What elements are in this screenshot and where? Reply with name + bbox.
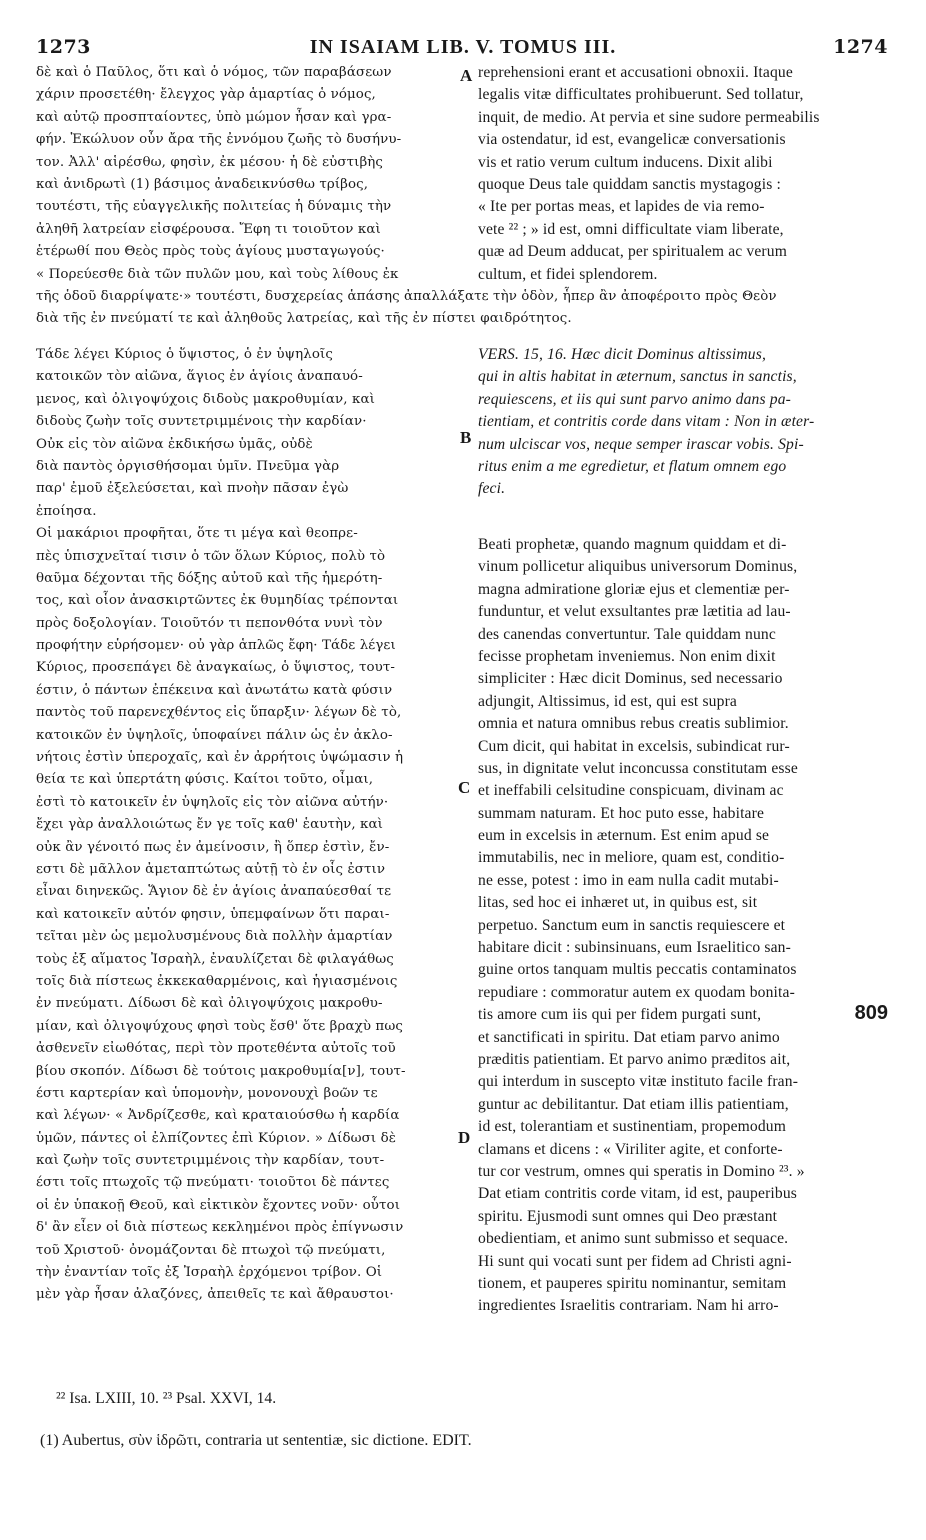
text-line: id est, tolerantiam et sustinentiam, propemodum [478, 1118, 787, 1136]
text-line: διὰ τῆς ἐν πνεύματί τε καὶ ἀληθοῦς λατρείας, καὶ τῆς ἐν πίστει φαιδρότητος. [36, 311, 572, 327]
text-line: ἀσθενεῖν εἰωθότας, περὶ τὸν προτεθέντα αὐτοῖς τοῦ [36, 1041, 396, 1057]
text-line: νήτοις ἐστὶν ὑπεροχαῖς, καὶ ἐν ἀρρήτοις ὑψώμασιν ἡ [36, 750, 404, 766]
text-line: vete ²² ; » id est, omni difficultate viam liberate, [478, 220, 784, 238]
text-line: τοὺς ἐξ αἵματος Ἰσραὴλ, ἐναυλίζεται δὲ φιλαγάθως [36, 951, 394, 967]
text-line: vinum pollicetur aliquibus universorum Dominus, [478, 558, 798, 576]
text-line: καὶ αὐτῷ προσπταίοντες, ὑπὸ μώμον ἦσαν καὶ γρα- [36, 109, 392, 125]
full-width-greek [36, 286, 892, 331]
text-line: summam naturam. Et hoc puto esse, habitare [478, 804, 765, 822]
text-line: reprehensioni erant et accusationi obnoxii. Itaque [478, 64, 793, 81]
text-line: cultum, et fidei splendorem. [478, 265, 658, 283]
text-line: et ineffabili celsitudine conspicuam, divinam ac [478, 782, 784, 800]
text-line: requiescens, et iis qui sunt parvo animo dans pa- [478, 390, 791, 408]
page-number-left: 1273 [36, 36, 91, 58]
text-line: Κύριος, προσεπάγει δὲ ἀναγκαίως, ὁ ὕψιστος, τουτ- [36, 660, 396, 676]
text-line: ἐν πνεύματι. Δίδωσι δὲ καὶ ὀλιγοψύχοις μακροθυ- [36, 996, 383, 1012]
text-line: τοῦ Χριστοῦ· ὀνομάζονται δὲ πτωχοὶ τῷ πνεύματι, [36, 1242, 386, 1258]
text-line: πρὸς δοξολογίαν. Τοιοῦτόν τι πεπονθότα νυνὶ τὸν [36, 615, 383, 631]
text-line: ἐστὶ τὸ κατοικεῖν ἐν ὑψηλοῖς εἰς τὸν αἰῶνα αὐτήν· [36, 794, 389, 810]
side-column-number: 809 [854, 1002, 888, 1024]
text-line: spiritu. Ejusmodi sunt omnes qui Deo præstant [478, 1207, 778, 1225]
text-line: πὲς ὑπισχνεῖταί τισιν ὁ τῶν ὅλων Κύριος, πολὺ τὸ [36, 548, 386, 564]
text-line: quoque Deus tale quiddam sanctis mystagogis : [478, 175, 781, 193]
text-line: ἐποίησα. [36, 503, 97, 519]
text-line: guine ortos tanquam multis peccatis contaminatos [478, 961, 797, 979]
text-line: φήν. Ἐκώλυον οὖν ἄρα τῆς ἐννόμου ζωῆς τὸ δυσήνυ- [36, 132, 402, 148]
margin-marker-a: A [460, 66, 473, 85]
margin-marker-d: D [458, 1128, 471, 1147]
text-line: Beati prophetæ, quando magnum quiddam et di- [478, 536, 787, 553]
text-line: τὴν ἐναντίαν τοῖς ἐξ Ἰσραὴλ ἐρχόμενοι τρίβον. Οἱ [36, 1265, 383, 1281]
text-line: tionem, et pauperes spiritu nominantur, semitam [478, 1274, 787, 1292]
left-column-main [36, 344, 456, 1307]
text-line: καὶ ζωὴν τοῖς συντετριμμένοις τὴν καρδίαν, τουτ- [36, 1153, 385, 1169]
text-line: ne esse, potest : imo in eam nulla cadit mutabi- [478, 871, 779, 889]
text-line: repudiare : commoratur autem ex quodam bonita- [478, 983, 795, 1001]
running-title: IN ISAIAM LIB. V. TOMUS III. [309, 36, 617, 58]
text-line: τεῖται μὲν ὡς μεμολυσμένους διὰ πολλὴν ἁμαρτίαν [36, 929, 393, 945]
text-line: obedientiam, et animo sunt submisso et sequace. [478, 1230, 789, 1248]
text-line: tientiam, et contritis corde dans vitam : Non in æter- [478, 413, 815, 431]
text-line: litas, sed hoc ei inhæret ut, in quibus est, sit [478, 894, 758, 912]
margin-marker-b: B [460, 428, 472, 447]
right-column-main [478, 534, 890, 1318]
text-line: τουτέστι, τῆς εὐαγγελικῆς πολιτείας ἡ δύναμις τὴν [36, 199, 392, 215]
text-line: ὑμῶν, πάντες οἱ ἐλπίζοντες ἐπὶ Κύριον. » Δίδωσι δὲ [36, 1130, 397, 1146]
page-number-right: 1274 [833, 36, 888, 58]
right-column-top [478, 62, 890, 286]
text-line: immutabilis, nec in meliore, quam est, conditio- [478, 849, 785, 867]
text-line: Cum dicit, qui habitat in excelsis, subindicat rur- [478, 737, 790, 755]
text-line: έστι καρτερίαν καὶ ὑπομονὴν, μονονουχὶ βοῶν τε [36, 1085, 378, 1101]
text-line: tis amore cum iis qui per fidem purgati sunt, [478, 1006, 762, 1024]
text-line: via ostendatur, id est, evangelicæ conversationis [478, 131, 786, 149]
text-line: έστιν, ὁ πάντων ἐπέκεινα καὶ ἀνωτάτω κατὰ φύσιν [36, 682, 393, 698]
text-line: Hi sunt qui vocati sunt per fidem ad Christi agni- [478, 1252, 792, 1270]
text-line: εστι δὲ μᾶλλον ἀμεταπτώτως αὐτῇ τὸ ἐν οἷς ἐστιν [36, 861, 386, 877]
text-line: προφήτην εὑρήσομεν· οὐ γὰρ ἁπλῶς ἔφη· Τάδε λέγει [36, 638, 396, 654]
text-line: βίου σκοπόν. Δίδωσι δὲ τούτοις μακροθυμία[ν], τουτ- [36, 1063, 406, 1079]
text-line: vis et ratio verum cultum inducens. Dixit alibi [478, 153, 773, 171]
margin-marker-c: C [458, 778, 471, 797]
text-line: καὶ ἀνιδρωτὶ (1) βάσιμος ἀναδεικνύσθω τρίβος, [36, 176, 369, 192]
text-line: τος, καὶ οἷον ἀνασκιρτῶντες ἐκ θυμηδίας τρέπονται [36, 593, 399, 609]
text-line: μὲν γὰρ ἦσαν ἀλαζόνες, ἀπειθεῖς τε καὶ ἄθραυστοι· [36, 1287, 394, 1303]
text-line: habitare dicit : subinsinuans, eum Israelitico san- [478, 939, 791, 957]
text-line: legalis vitæ difficultates prohibuerunt. Sed tollatur, [478, 86, 804, 104]
text-line: clamans et dicens : « Viriliter agite, et confortе- [478, 1140, 783, 1158]
text-line: « Πορεύεσθε διὰ τῶν πυλῶν μου, καὶ τοὺς λίθους ἐκ [36, 266, 399, 282]
text-line: num ulciscar vos, neque semper irascar vobis. Spi- [478, 435, 804, 453]
text-line: et sanctificati in spiritu. Dat etiam parvo animo [478, 1028, 780, 1046]
text-line: Dat etiam contritis corde vitam, id est, pauperibus [478, 1185, 798, 1203]
text-line: καὶ λέγων· « Ἀνδρίζεσθε, καὶ κραταιούσθω ἡ καρδία [36, 1108, 400, 1124]
text-line: perpetuo. Sanctum eum in sanctis requiescere et [478, 916, 786, 934]
text-line: tur cor vestrum, omnes qui speratis in Domino ²³. » [478, 1162, 805, 1180]
text-line: simpliciter : Hæc dicit Dominus, sed necessario [478, 670, 783, 688]
text-line: ἀληθῆ λατρείαν εἰσφέρουσα. Ἔφη τι τοιοῦτον καὶ [36, 221, 381, 237]
text-line: inquit, de medio. At pervia et sine sudore permeabilis [478, 108, 820, 126]
text-line: οὐκ ἂν γένοιτό πως ἐν ἀμείνοσιν, ἢ ὅπερ ἐστὶν, ἔν- [36, 839, 390, 855]
text-line: θαῦμα δέχονται τῆς δόξης αὐτοῦ καὶ τῆς ἡμερότη- [36, 570, 383, 586]
text-line: οἱ ἐν ὑπακοῇ Θεοῦ, καὶ εἰκτικὸν ἔχοντες νοῦν· οὗτοι [36, 1197, 401, 1213]
text-line: VERS. 15, 16. Hæc dicit Dominus altissimus, [478, 346, 766, 363]
text-line: χάριν προσετέθη· ἔλεγχος γὰρ ἁμαρτίας ὁ νόμος, [36, 87, 376, 103]
text-line: δ' ἂν εἶεν οἱ διὰ πίστεως κεκλημένοι πρὸς ἐπίγνωσιν [36, 1220, 404, 1236]
text-line: qui in altis habitat in æternum, sanctus in sanctis, [478, 368, 797, 386]
text-line: τῆς ὁδοῦ διαρρίψατε·» τουτέστι, δυσχερείας ἁπάσης ἀπαλλάξατε τὴν ὁδὸν, ἧπερ ἂν ἀποφέροιτο πρὸς Θεὸν [36, 289, 777, 304]
text-line: Οὐκ εἰς τὸν αἰῶνα ἐκδικήσω ὑμᾶς, οὐδὲ [36, 436, 313, 452]
text-line: εἶναι διηνεκῶς. Ἅγιον δὲ ἐν ἁγίοις ἀναπαύεσθαί τε [36, 884, 392, 900]
text-line: παρ' ἐμοῦ ἐξελεύσεται, καὶ πνοὴν πᾶσαν ἐγὼ [36, 481, 349, 497]
text-line: δὲ καὶ ὁ Παῦλος, ὅτι καὶ ὁ νόμος, τῶν παραβάσεων [36, 65, 392, 80]
text-line: κατοικῶν τὸν αἰῶνα, ἅγιος ἐν ἁγίοις ἀναπαυό- [36, 369, 363, 385]
text-line: eum in excelsis in æternum. Est enim apud se [478, 827, 770, 845]
text-line: μίαν, καὶ ὀλιγοψύχους φησὶ τοὺς ἔσθ' ὅτε βραχὺ πως [36, 1018, 403, 1034]
right-column-verse [478, 344, 890, 501]
text-line: des canendas convertuntur. Tale quiddam nunc [478, 625, 776, 643]
text-line: έστι τοῖς πτωχοῖς τῷ πνεύματι· τοιοῦτοι δὲ πάντες [36, 1175, 390, 1191]
text-line: παντὸς τοῦ παρενεχθέντος εἰς ὕπαρξιν· λέγων δὲ τὸ, [36, 705, 402, 721]
text-line: μενος, καὶ ὀλιγοψύχοις διδοὺς μακροθυμίαν, καὶ [36, 391, 375, 407]
text-line: διδοὺς ζωὴν τοῖς συντετριμμένοις τὴν καρδίαν· [36, 414, 367, 430]
text-line: sus, in dignitate velut inconcussa constitutam esse [478, 759, 798, 777]
text-line: guntur ac debilitantur. Dat etiam illis patientiam, [478, 1095, 789, 1113]
text-line: funduntur, et velut exsultantes præ lætitia ad lau- [478, 603, 791, 621]
text-line: quæ ad Deum adducat, per spiritualem ac verum [478, 243, 787, 261]
text-line: κατοικῶν ἐν ὑψηλοῖς, ὑποφαίνει πάλιν ὡς ἐν ἀκλο- [36, 727, 393, 743]
text-line: τον. Ἀλλ' αἱρέσθω, φησὶν, ἐκ μέσου· ἡ δὲ εὐστιβὴς [36, 154, 384, 170]
text-line: θεία τε καὶ ὑπερτάτη φύσις. Καίτοι τοῦτο, οἶμαι, [36, 772, 374, 788]
text-line: καὶ κατοικεῖν αὐτόν φησιν, ὑπεμφαίνων ὅτι παραι- [36, 906, 390, 922]
text-line: Οἱ μακάριοι προφῆται, ὅτε τι μέγα καὶ θεοπρε- [36, 526, 358, 542]
text-line: omnia et natura omnibus rebus creatis sublimior. [478, 715, 789, 733]
text-line: qui interdum in suscepto vitæ instituto facile fran- [478, 1073, 799, 1091]
left-column-top [36, 62, 456, 286]
text-line: ἑτέρωθί που Θεὸς πρὸς τοὺς ἁγίους μυσταγωγούς· [36, 244, 385, 260]
text-line: fecisse prophetam inveniemus. Non enim dixit [478, 647, 776, 665]
text-line: « Ite per portas meas, et lapides de via remo- [478, 198, 765, 216]
editor-footnote: (1) Aubertus, σὺν ἱδρῶτι, contraria ut sententiæ, sic dictione. EDIT. [40, 1432, 472, 1449]
text-line: magna admiratione gloriæ ejus et clementiæ per- [478, 580, 790, 598]
scripture-notes: ²² Isa. LXIII, 10. ²³ Psal. XXVI, 14. [56, 1390, 277, 1407]
text-line: ingredientes Israelitis contrariam. Nam hi arro- [478, 1297, 779, 1315]
text-line: τοῖς διὰ πίστεως ἐκκεκαθαρμένοις, καὶ ἡγιασμένοις [36, 973, 398, 989]
text-line: adjungit, Altissimus, id est, qui est supra [478, 692, 737, 710]
text-line: ritus enim a me egredietur, et flatum omnem ego [478, 457, 787, 475]
text-line: ἔχει γὰρ ἀναλλοιώτως ἔν γε τοῖς καθ' ἑαυτὴν, καὶ [36, 817, 384, 833]
text-line: præditis patientiam. Et parvo animo præditos ait, [478, 1050, 791, 1068]
text-line: διὰ παντὸς ὀργισθήσομαι ὑμῖν. Πνεῦμα γὰρ [36, 458, 340, 474]
text-line: Τάδε λέγει Κύριος ὁ ὕψιστος, ὁ ἐν ὑψηλοῖς [36, 347, 333, 362]
text-line: feci. [478, 480, 506, 498]
